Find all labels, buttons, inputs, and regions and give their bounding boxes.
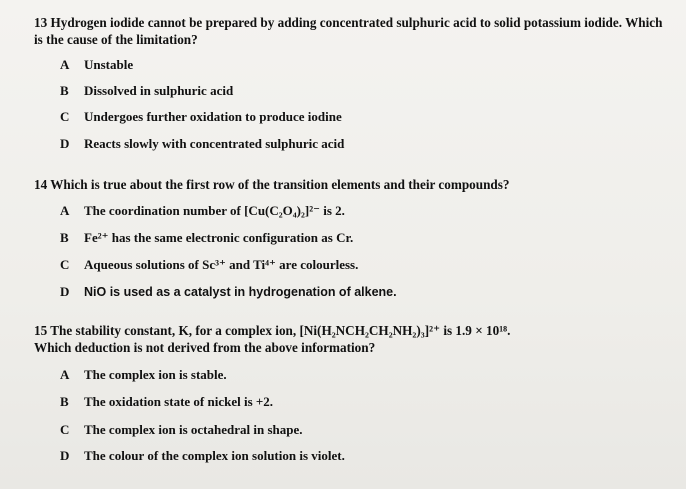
question-13: 13 Hydrogen iodide cannot be prepared by adding concentrated sulphuric acid to solid potassium iodide. Which is the cause of the limitation? [34, 15, 663, 47]
option-letter: D [60, 136, 70, 151]
q15-option-c [60, 421, 303, 438]
option-text: The colour of the complex ion solution is violet. [84, 448, 345, 463]
question-15-line-1: 15 The stability constant, K, for a complex ion, [Ni(H₂NCH₂CH₂NH₂)₃]²⁺ is 1.9 × 10¹⁸. [34, 323, 511, 338]
option-letter: A [60, 203, 70, 218]
question-14: 14 Which is true about the first row of the transition elements and their compounds? [34, 177, 510, 192]
option-letter: C [60, 257, 70, 272]
option-letter: B [60, 394, 69, 409]
option-letter: D [60, 448, 70, 463]
option-text: Aqueous solutions of Sc³⁺ and Ti⁴⁺ are colourless. [84, 257, 359, 272]
question-15-line-2: Which deduction is not derived from the above information? [34, 340, 376, 355]
q13-option-d [60, 135, 344, 152]
option-text: Dissolved in sulphuric acid [84, 83, 234, 98]
option-text: The coordination number of [Cu(C₂O₄)₂]²⁻ is 2. [84, 203, 345, 218]
q14-option-b [60, 229, 353, 246]
q14-option-a [60, 202, 345, 219]
q14-option-d [60, 283, 397, 301]
option-text: The complex ion is octahedral in shape. [84, 422, 303, 437]
option-text: The oxidation state of nickel is +2. [84, 394, 274, 409]
option-text: Reacts slowly with concentrated sulphuric acid [84, 136, 345, 151]
q14-option-c [60, 256, 358, 273]
option-letter: D [60, 284, 70, 299]
q13-option-a [60, 56, 133, 73]
option-text: NiO is used as a catalyst in hydrogenation of alkene. [84, 285, 397, 299]
q15-option-a [60, 366, 227, 383]
option-text: The complex ion is stable. [84, 367, 227, 382]
option-text: Fe²⁺ has the same electronic configuration as Cr. [84, 230, 354, 245]
option-letter: C [60, 109, 70, 124]
q13-option-b [60, 82, 233, 99]
option-letter: B [60, 83, 69, 98]
option-letter: A [60, 57, 70, 72]
q13-option-c [60, 108, 342, 125]
option-letter: C [60, 422, 70, 437]
option-letter: A [60, 367, 70, 382]
q15-option-d [60, 447, 345, 464]
option-text: Undergoes further oxidation to produce iodine [84, 109, 342, 124]
q15-option-b [60, 393, 273, 410]
option-letter: B [60, 230, 69, 245]
option-text: Unstable [84, 57, 134, 72]
